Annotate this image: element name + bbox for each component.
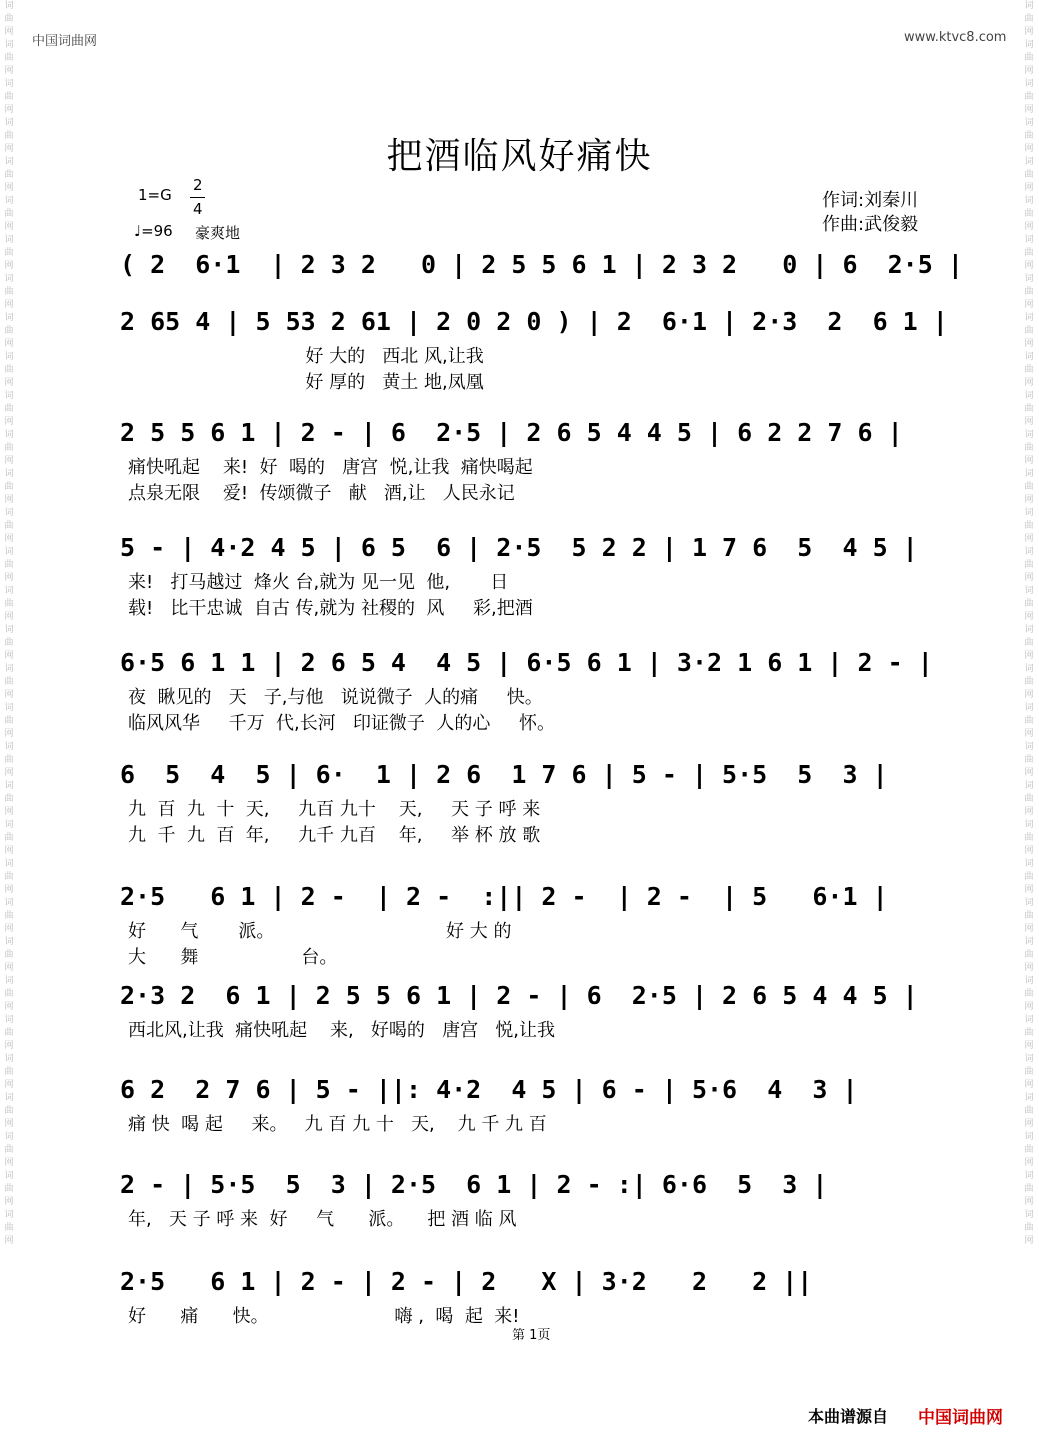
site-name-left: 中国词曲网 — [32, 34, 98, 49]
site-url-right: www.ktvc8.com — [904, 30, 1007, 45]
lyric-row: 载! 比干忠诚 自古 传,就为 社稷的 风 彩,把酒 — [128, 598, 533, 619]
tempo-mark: ♩=96 — [134, 222, 173, 240]
notation-row: 6 5 4 5 | 6· 1 | 2 6 1 7 6 | 5 - | 5·5 5 3 | — [120, 760, 888, 789]
expression-mark: 豪爽地 — [195, 224, 241, 242]
time-signature-bottom: 4 — [193, 200, 203, 218]
notation-row: 5 - | 4·2 4 5 | 6 5 6 | 2·5 5 2 2 | 1 7 6 5 4 5 | — [120, 533, 918, 562]
lyric-row: 好 大的 西北 风,让我 — [128, 346, 484, 367]
notation-row: 2 - | 5·5 5 3 | 2·5 6 1 | 2 - :| 6·6 5 3 | — [120, 1170, 828, 1199]
watermark-right: 词曲网词曲网词曲网词曲网词曲网词曲网词曲网词曲网词曲网词曲网词曲网词曲网词曲网词曲网词曲网词曲网词曲网词曲网词曲网词曲网词曲网词曲网词曲网词曲网词曲网词曲网词曲网词曲网词曲网词曲网词曲网词曲网 — [1024, 1, 1034, 1246]
lyric-row: 好 痛 快。 嗨 , 喝 起 来! — [128, 1306, 520, 1327]
lyric-row: 点泉无限 爱! 传颂微子 献 酒,让 人民永记 — [128, 483, 515, 504]
time-signature-divider — [190, 197, 205, 198]
notation-row: 2·5 6 1 | 2 - | 2 - :|| 2 - | 2 - | 5 6·1 | — [120, 882, 888, 911]
lyric-row: 来! 打马越过 烽火 台,就为 见一见 他, 日 — [128, 572, 509, 593]
lyric-row: 年, 天 子 呼 来 好 气 派。 把 酒 临 风 — [128, 1209, 517, 1230]
lyric-row: 临风风华 千万 代,长河 印证微子 人的心 怀。 — [128, 713, 555, 734]
lyric-row: 痛快吼起 来! 好 喝的 唐宫 悦,让我 痛快喝起 — [128, 457, 533, 478]
lyricist-credit: 作词:刘秦川 — [822, 190, 919, 211]
footer-source-brand: 中国词曲网 — [918, 1408, 1003, 1428]
lyric-row: 西北风,让我 痛快吼起 来, 好喝的 唐宫 悦,让我 — [128, 1020, 555, 1041]
notation-row: 2·5 6 1 | 2 - | 2 - | 2 X | 3·2 2 2 || — [120, 1267, 813, 1296]
lyric-row: 九 千 九 百 年, 九千 九百 年, 举 杯 放 歌 — [128, 825, 541, 846]
notation-row: 6·5 6 1 1 | 2 6 5 4 4 5 | 6·5 6 1 | 3·2 1 6 1 | 2 - | — [120, 648, 933, 677]
notation-row: 2·3 2 6 1 | 2 5 5 6 1 | 2 - | 6 2·5 | 2 6 5 4 4 5 | — [120, 981, 918, 1010]
time-signature-top: 2 — [193, 176, 203, 194]
notation-row: 2 65 4 | 5 53 2 61 | 2 0 2 0 ) | 2 6·1 | 2·3 2 6 1 | — [120, 307, 948, 336]
lyric-row: 痛 快 喝 起 来。 九 百 九 十 天, 九 千 九 百 — [128, 1114, 547, 1135]
footer-source-label: 本曲谱源自 — [808, 1407, 889, 1426]
watermark-left: 词曲网词曲网词曲网词曲网词曲网词曲网词曲网词曲网词曲网词曲网词曲网词曲网词曲网词曲网词曲网词曲网词曲网词曲网词曲网词曲网词曲网词曲网词曲网词曲网词曲网词曲网词曲网词曲网词曲网词曲网词曲网词曲网 — [4, 1, 14, 1246]
notation-row: 6 2 2 7 6 | 5 - ||: 4·2 4 5 | 6 - | 5·6 4 3 | — [120, 1075, 858, 1104]
lyric-row: 大 舞 台。 — [128, 947, 338, 968]
key-signature: 1=G — [138, 186, 172, 204]
song-title: 把酒临风好痛快 — [386, 136, 653, 177]
notation-row: 2 5 5 6 1 | 2 - | 6 2·5 | 2 6 5 4 4 5 | 6 2 2 7 6 | — [120, 418, 903, 447]
lyric-row: 九 百 九 十 天, 九百 九十 天, 天 子 呼 来 — [128, 799, 541, 820]
notation-row: ( 2 6·1 | 2 3 2 0 | 2 5 5 6 1 | 2 3 2 0 | 6 2·5 | — [120, 250, 963, 279]
lyric-row: 好 气 派。 好 大 的 — [128, 921, 512, 942]
lyric-row: 好 厚的 黄土 地,凤凰 — [128, 372, 484, 393]
composer-credit: 作曲:武俊毅 — [822, 214, 919, 235]
page-number: 第 1页 — [512, 1328, 551, 1343]
lyric-row: 夜 瞅见的 天 子,与他 说说微子 人的痛 快。 — [128, 687, 543, 708]
